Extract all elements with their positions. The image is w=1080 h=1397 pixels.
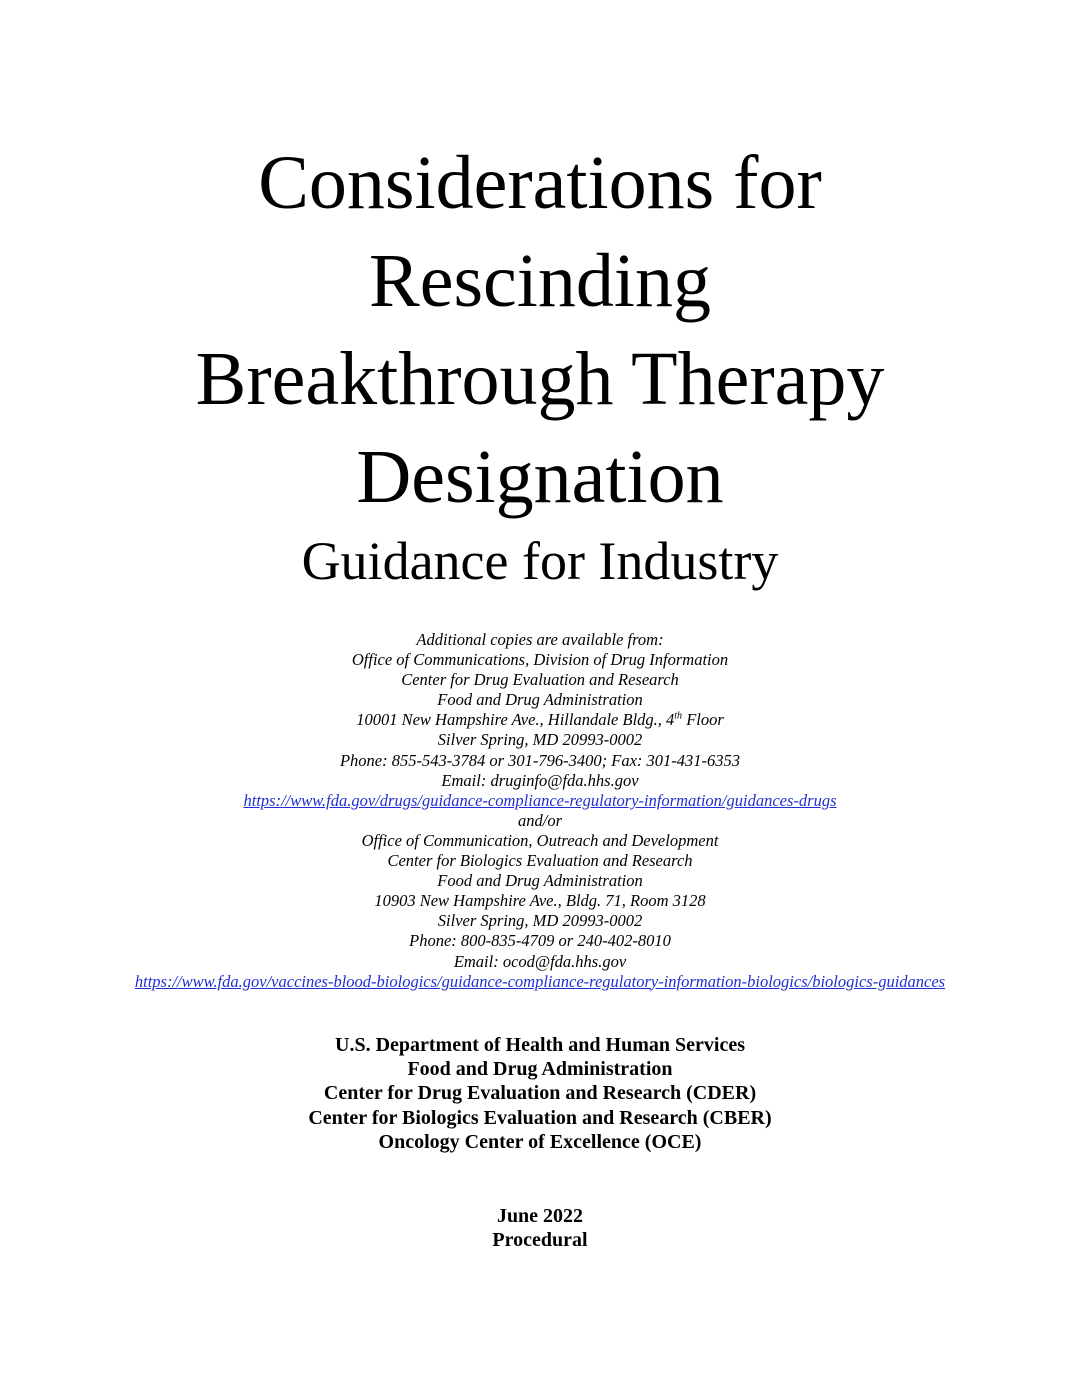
additional-copies-block xyxy=(0,630,1080,992)
cder-city: Silver Spring, MD 20993-0002 xyxy=(437,730,643,750)
document-title-block xyxy=(0,134,1080,594)
cder-url-line xyxy=(0,791,1080,811)
issuing-agencies-block xyxy=(0,1033,1080,1154)
cder-center: Center for Drug Evaluation and Research xyxy=(401,670,679,690)
cder-address-superscript: th xyxy=(674,710,683,722)
agency-line: Center for Drug Evaluation and Research (CDER) xyxy=(323,1082,757,1105)
cber-url-line xyxy=(0,972,1080,992)
agency-line: U.S. Department of Health and Human Services xyxy=(335,1034,745,1056)
document-title-line: Designation xyxy=(356,435,724,519)
cder-office: Office of Communications, Division of Drug Information xyxy=(351,650,729,670)
agency-line: Food and Drug Administration xyxy=(407,1058,673,1081)
cder-address xyxy=(0,710,1080,730)
cder-address-floor: Floor xyxy=(682,710,724,730)
cder-address-main: 10001 New Hampshire Ave., Hillandale Bldg., 4 xyxy=(356,710,675,730)
cber-office: Office of Communication, Outreach and Development xyxy=(361,830,719,850)
cder-phone: Phone: 855-543-3784 or 301-796-3400; Fax: 301-431-6353 xyxy=(339,750,741,770)
cber-phone: Phone: 800-835-4709 or 240-402-8010 xyxy=(409,931,671,951)
and-or-separator: and/or xyxy=(517,810,562,830)
cber-email: Email: ocod@fda.hhs.gov xyxy=(453,951,627,971)
copies-intro: Additional copies are available from: xyxy=(416,630,664,649)
agency-line: Center for Biologics Evaluation and Research (CBER) xyxy=(308,1106,772,1129)
cder-guidances-link[interactable]: https://www.fda.gov/drugs/guidance-compliance-regulatory-information/guidances-drugs xyxy=(243,790,837,810)
document-subtitle: Guidance for Industry xyxy=(301,531,779,591)
document-category: Procedural xyxy=(492,1229,588,1251)
cder-agency: Food and Drug Administration xyxy=(437,690,643,710)
document-title-line: Breakthrough Therapy xyxy=(195,337,885,421)
publication-date: June 2022 xyxy=(496,1205,584,1227)
cber-agency: Food and Drug Administration xyxy=(437,871,643,891)
cber-center: Center for Biologics Evaluation and Research xyxy=(387,851,693,871)
document-title-line: Considerations for xyxy=(258,141,822,225)
date-category-block xyxy=(0,1204,1080,1252)
cber-address: 10903 New Hampshire Ave., Bldg. 71, Room 3128 xyxy=(374,891,706,911)
document-title-line: Rescinding xyxy=(369,239,711,323)
cber-guidances-link[interactable]: https://www.fda.gov/vaccines-blood-biologics/guidance-compliance-regulatory-information-biologics/biologics-guidances xyxy=(134,971,946,991)
agency-line: Oncology Center of Excellence (OCE) xyxy=(378,1130,702,1153)
cder-email: Email: druginfo@fda.hhs.gov xyxy=(441,770,639,790)
cber-city: Silver Spring, MD 20993-0002 xyxy=(437,911,643,931)
